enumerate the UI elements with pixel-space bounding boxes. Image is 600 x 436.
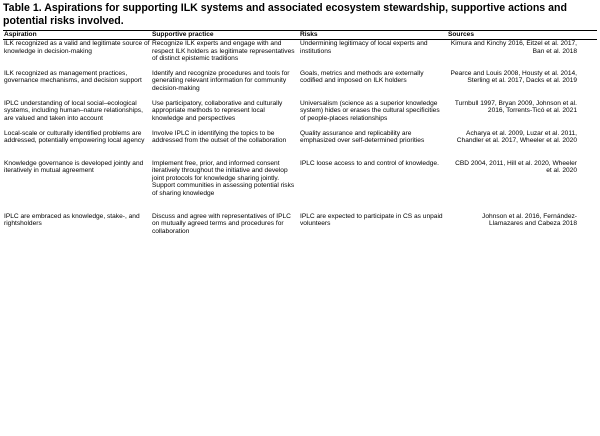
- cell-sources: Kimura and Kinchy 2016, Eitzel et al. 2017, Ban et al. 2018: [450, 40, 577, 55]
- cell-sources: CBD 2004, 2011, Hill et al. 2020, Wheeler et al. 2020: [455, 159, 577, 175]
- cell-risks: IPLC loose access to and control of knowledge.: [300, 159, 439, 167]
- table-caption: Table 1. Aspirations for supporting ILK systems and associated ecosystem stewardship, supportive actions and potential risks involved.: [3, 2, 567, 27]
- cell-practice: Discuss and agree with representatives of IPLC on mutually agreed terms and procedures for collaboration: [152, 212, 291, 235]
- cell-sources: Turnbull 1997, Bryan 2009, Johnson et al. 2016, Torrents-Ticó et al. 2021: [454, 99, 577, 115]
- cell-practice: Implement free, prior, and informed consent iteratively throughout the initiative and develop joint protocols for knowledge sharing jointly. Support communities in assessing potential risks of sharing knowledge: [152, 159, 295, 197]
- table-row: [3, 40, 597, 70]
- cell-risks: Undermining legitimacy of local experts and institutions: [300, 40, 428, 55]
- cell-practice: Involve IPLC in identifying the topics to be addressed from the outset of the collaboration: [152, 129, 287, 145]
- header-sources: Sources: [447, 31, 597, 40]
- cell-risks: IPLC are expected to participate in CS as unpaid volunteers: [300, 212, 443, 228]
- cell-practice: Recognize ILK experts and engage with and respect ILK holders as legitimate representatives of distinct epistemic traditions: [152, 40, 295, 63]
- cell-aspiration: Knowledge governance is developed jointly and iteratively in mutual agreement: [4, 159, 144, 175]
- cell-aspiration: Local-scale or culturally identified problems are addressed, potentially empowering local agency: [4, 129, 145, 145]
- cell-aspiration: ILK recognized as management practices, governance mechanisms, and decision support: [4, 69, 142, 85]
- aspirations-table: [3, 30, 597, 243]
- cell-sources: Acharya et al. 2009, Luzar et al. 2011, Chandler et al. 2017, Wheeler et al. 2020: [456, 129, 577, 145]
- header-risks: Risks: [299, 31, 447, 40]
- cell-risks: Universalism (science as a superior knowledge system) hides or erases the cultural specificities of people-places relationships: [300, 99, 440, 122]
- cell-risks: Quality assurance and replicability are emphasized over self-determined priorities: [300, 129, 425, 145]
- cell-aspiration: IPLC understanding of local social–ecological systems, including human–nature relationships, are valued and taken into account: [4, 99, 143, 122]
- table-row: [3, 160, 597, 213]
- cell-sources: Johnson et al. 2016, Fernández-Llamazares and Cabeza 2018: [482, 212, 577, 228]
- cell-practice: Identify and recognize procedures and tools for generating relevant information for community decision-making: [152, 69, 290, 92]
- table-row: [3, 130, 597, 160]
- header-aspiration: Aspiration: [3, 31, 151, 40]
- cell-sources: Pearce and Louis 2008, Housty et al. 2014, Sterling et al. 2017, Dacks et al. 2019: [450, 69, 577, 85]
- header-row: [3, 31, 597, 40]
- table-row: [3, 70, 597, 100]
- cell-risks: Goals, metrics and methods are externally codified and imposed on ILK holders: [300, 69, 424, 85]
- header-supportive-practice: Supportive practice: [151, 31, 299, 40]
- cell-aspiration: ILK recognized as a valid and legitimate source of knowledge in decision-making: [4, 40, 150, 55]
- table-row: [3, 213, 597, 243]
- table-row: [3, 100, 597, 130]
- cell-aspiration: IPLC are embraced as knowledge, stake-, and rightsholders: [4, 212, 140, 228]
- cell-practice: Use participatory, collaborative and culturally appropriate methods to represent local knowledge and perspectives: [152, 99, 283, 122]
